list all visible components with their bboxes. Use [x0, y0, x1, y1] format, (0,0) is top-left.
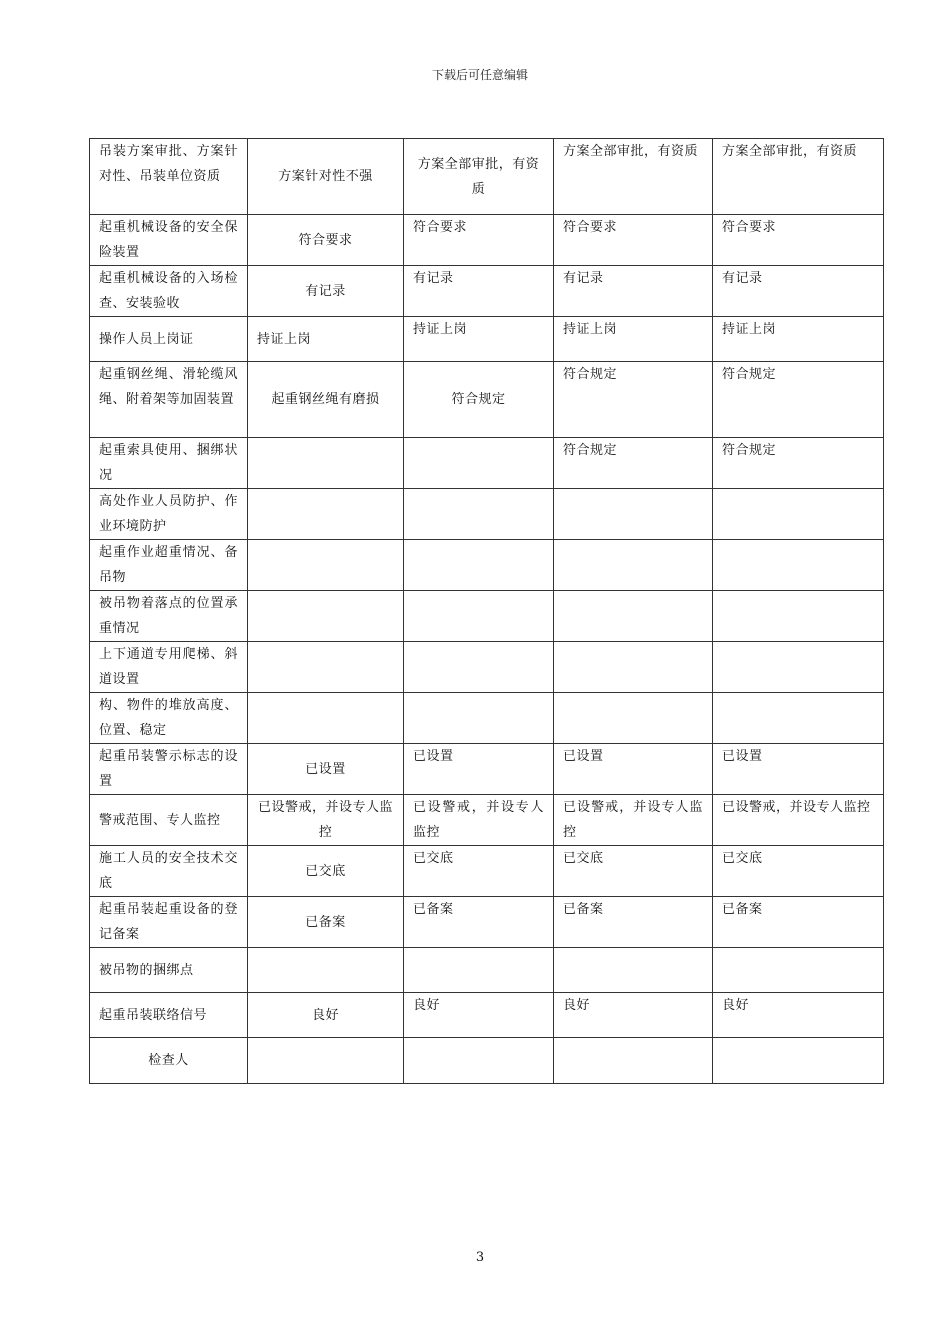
value-cell: [554, 642, 713, 693]
value-cell: 方案针对性不强: [248, 139, 404, 215]
value-cell: [248, 540, 404, 591]
value-cell: 有记录: [248, 266, 404, 317]
value-cell: 有记录: [404, 266, 554, 317]
value-cell: 已设警戒，并设专人监控: [713, 795, 884, 846]
value-cell: 良好: [713, 993, 884, 1038]
value-cell: [713, 540, 884, 591]
table-row: [90, 993, 884, 1038]
value-cell: [248, 1038, 404, 1084]
value-cell: 符合规定: [713, 438, 884, 489]
value-cell: 良好: [248, 993, 404, 1038]
value-cell: 符合规定: [554, 362, 713, 438]
value-cell: 已交底: [554, 846, 713, 897]
value-cell: 方案全部审批，有资质: [404, 139, 554, 215]
value-cell: 持证上岗: [713, 317, 884, 362]
value-cell: [713, 591, 884, 642]
item-cell: 起重索具使用、捆绑状况: [90, 438, 248, 489]
value-cell: 方案全部审批，有资质: [554, 139, 713, 215]
table-row: [90, 642, 884, 693]
table-row: [90, 215, 884, 266]
value-cell: 已备案: [554, 897, 713, 948]
value-cell: [554, 693, 713, 744]
value-cell: 起重钢丝绳有磨损: [248, 362, 404, 438]
item-cell: 上下通道专用爬梯、斜道设置: [90, 642, 248, 693]
table-row: [90, 489, 884, 540]
value-cell: [404, 1038, 554, 1084]
value-cell: 已设置: [713, 744, 884, 795]
value-cell: 有记录: [713, 266, 884, 317]
item-cell: 警戒范围、专人监控: [90, 795, 248, 846]
value-cell: 符合要求: [554, 215, 713, 266]
value-cell: [248, 438, 404, 489]
table-row: [90, 897, 884, 948]
value-cell: 有记录: [554, 266, 713, 317]
table-row: [90, 744, 884, 795]
value-cell: 方案全部审批，有资质: [713, 139, 884, 215]
item-cell: 被吊物的捆绑点: [90, 948, 248, 993]
value-cell: [404, 489, 554, 540]
table-row: [90, 266, 884, 317]
value-cell: 已设警戒，并设专人监控: [404, 795, 554, 846]
value-cell: 已备案: [404, 897, 554, 948]
value-cell: 已备案: [713, 897, 884, 948]
value-cell: [713, 642, 884, 693]
table-row: [90, 795, 884, 846]
item-cell: 高处作业人员防护、作业环境防护: [90, 489, 248, 540]
item-cell: 起重机械设备的入场检查、安装验收: [90, 266, 248, 317]
item-cell: 起重钢丝绳、滑轮缆风绳、附着架等加固装置: [90, 362, 248, 438]
table-row: [90, 438, 884, 489]
value-cell: 持证上岗: [554, 317, 713, 362]
value-cell: [554, 948, 713, 993]
item-cell: 检查人: [90, 1038, 248, 1084]
table-row: [90, 139, 884, 215]
value-cell: 持证上岗: [404, 317, 554, 362]
table-row: [90, 317, 884, 362]
item-cell: 被吊物着落点的位置承重情况: [90, 591, 248, 642]
item-cell: 起重吊装警示标志的设置: [90, 744, 248, 795]
item-cell: 起重作业超重情况、备吊物: [90, 540, 248, 591]
value-cell: 已备案: [248, 897, 404, 948]
value-cell: [554, 540, 713, 591]
page-number: 3: [475, 1250, 485, 1265]
value-cell: [713, 948, 884, 993]
item-cell: 操作人员上岗证: [90, 317, 248, 362]
item-cell: 起重吊装联络信号: [90, 993, 248, 1038]
value-cell: 已设置: [248, 744, 404, 795]
value-cell: [554, 489, 713, 540]
item-cell: 施工人员的安全技术交底: [90, 846, 248, 897]
value-cell: [713, 489, 884, 540]
value-cell: [554, 591, 713, 642]
item-cell: 起重吊装起重设备的登记备案: [90, 897, 248, 948]
item-cell: 吊装方案审批、方案针对性、吊装单位资质: [90, 139, 248, 215]
table-row: [90, 591, 884, 642]
value-cell: 已设置: [404, 744, 554, 795]
value-cell: 符合规定: [404, 362, 554, 438]
value-cell: [713, 693, 884, 744]
value-cell: 良好: [554, 993, 713, 1038]
value-cell: 符合要求: [713, 215, 884, 266]
value-cell: [248, 693, 404, 744]
value-cell: 符合规定: [554, 438, 713, 489]
value-cell: 已设警戒，并设专人监控: [554, 795, 713, 846]
value-cell: 符合规定: [713, 362, 884, 438]
value-cell: [248, 591, 404, 642]
value-cell: 已设警戒，并设专人监控: [248, 795, 404, 846]
table-row: [90, 540, 884, 591]
value-cell: 已交底: [248, 846, 404, 897]
table-row: [90, 693, 884, 744]
table-row: [90, 362, 884, 438]
table-row: [90, 1038, 884, 1084]
value-cell: [404, 591, 554, 642]
value-cell: 已交底: [713, 846, 884, 897]
value-cell: [713, 1038, 884, 1084]
value-cell: [248, 489, 404, 540]
value-cell: 已设置: [554, 744, 713, 795]
page-header: 下载后可任意编辑: [431, 68, 528, 82]
item-cell: 起重机械设备的安全保险装置: [90, 215, 248, 266]
value-cell: [404, 540, 554, 591]
value-cell: [554, 1038, 713, 1084]
value-cell: 持证上岗: [248, 317, 404, 362]
value-cell: [404, 438, 554, 489]
item-cell: 构、物件的堆放高度、位置、稳定: [90, 693, 248, 744]
table-row: [90, 846, 884, 897]
value-cell: 良好: [404, 993, 554, 1038]
value-cell: [404, 642, 554, 693]
value-cell: [248, 948, 404, 993]
value-cell: 已交底: [404, 846, 554, 897]
value-cell: [248, 642, 404, 693]
inspection-table: [89, 138, 884, 1084]
table-row: [90, 948, 884, 993]
value-cell: 符合要求: [404, 215, 554, 266]
value-cell: [404, 693, 554, 744]
value-cell: [404, 948, 554, 993]
value-cell: 符合要求: [248, 215, 404, 266]
